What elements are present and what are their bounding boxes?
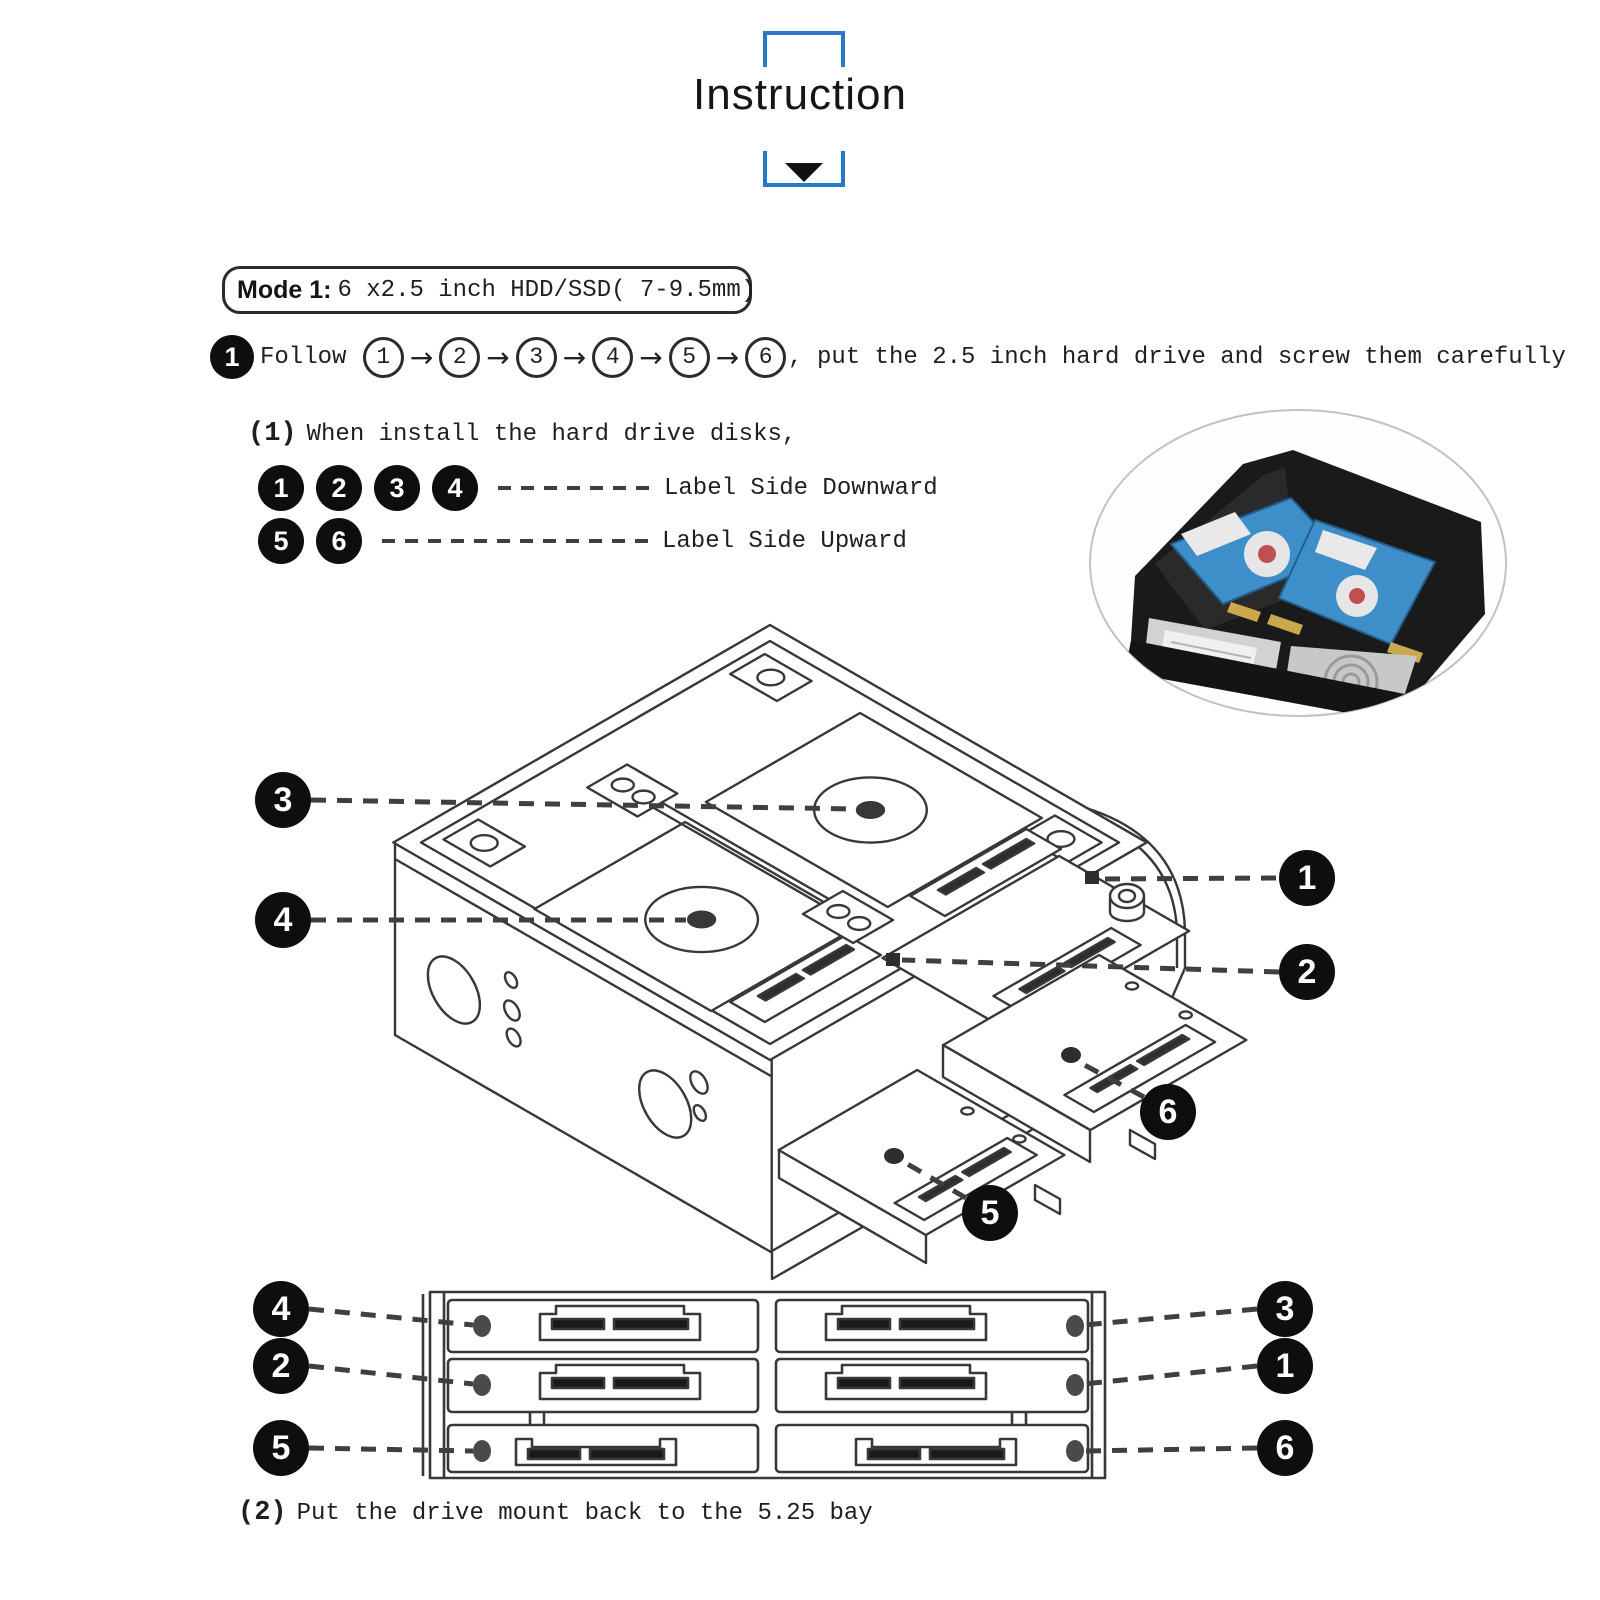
drive-badge: 6 — [316, 518, 362, 564]
down-triangle-icon — [785, 163, 823, 182]
screw-dot-1 — [1085, 871, 1099, 884]
front-view-diagram — [230, 1285, 1400, 1495]
callout-4: 4 — [255, 892, 311, 948]
front-callout-4: 4 — [253, 1281, 309, 1337]
label-side-downward: Label Side Downward — [664, 474, 938, 502]
front-callout-6: 6 — [1257, 1420, 1313, 1476]
seq-circle-2: 2 — [439, 337, 480, 378]
mode-box — [222, 266, 752, 314]
drive-badge: 3 — [374, 465, 420, 511]
seq-circle-6: 6 — [745, 337, 786, 378]
drive-badge: 2 — [316, 465, 362, 511]
leader-dashes — [382, 539, 654, 543]
step-1-lead: Follow — [260, 343, 361, 371]
arrow-icon: → — [409, 340, 434, 374]
label-row-upward — [258, 518, 907, 564]
drive-badge: 5 — [258, 518, 304, 564]
front-callout-3: 3 — [1257, 1281, 1313, 1337]
mode-box-text: 6 x2.5 inch HDD/SSD( 7-9.5mm — [337, 276, 741, 304]
arrow-icon: → — [486, 340, 510, 374]
arrow-icon: → — [715, 340, 740, 374]
arrow-icon: → — [639, 340, 663, 374]
callout-2: 2 — [1279, 944, 1335, 1000]
front-callout-5: 5 — [253, 1420, 309, 1476]
arrow-icon: → — [562, 340, 587, 374]
mode-box-prefix: Mode 1: — [237, 275, 332, 304]
drive-badge: 4 — [432, 465, 478, 511]
title-bracket-bottom-icon — [763, 151, 845, 187]
note-1 — [248, 419, 796, 449]
callout-3: 3 — [255, 772, 311, 828]
screw-dot-6 — [1061, 1047, 1081, 1063]
step-1-badge: 1 — [210, 335, 254, 379]
seq-circle-5: 5 — [669, 337, 710, 378]
label-side-upward: Label Side Upward — [662, 527, 907, 555]
title-bracket-top-icon — [763, 31, 845, 67]
mode-box-paren: ) — [741, 276, 757, 305]
front-callout-2: 2 — [253, 1338, 309, 1394]
screw-dot-2 — [886, 953, 900, 966]
note-2 — [238, 1498, 873, 1528]
thumbscrew — [1110, 884, 1144, 921]
page-title: Instruction — [693, 70, 907, 119]
leader-dashes — [498, 486, 656, 490]
note-2-prefix: (2) — [238, 1498, 287, 1528]
callout-6: 6 — [1140, 1084, 1196, 1140]
label-row-downward — [258, 465, 938, 511]
note-2-text: Put the drive mount back to the 5.25 bay — [296, 1500, 873, 1527]
seq-circle-4: 4 — [592, 337, 633, 378]
note-1-text: When install the hard drive disks, — [306, 421, 797, 448]
step-1-tail: , put the 2.5 inch hard drive and screw them carefully — [788, 343, 1566, 371]
step-1-line — [210, 333, 1566, 381]
screw-dot-5 — [884, 1148, 904, 1164]
note-1-prefix: (1) — [248, 419, 297, 449]
seq-circle-3: 3 — [516, 337, 557, 378]
drive-badge: 1 — [258, 465, 304, 511]
iso-assembly-diagram — [230, 600, 1400, 1300]
callout-1: 1 — [1279, 850, 1335, 906]
callout-5: 5 — [962, 1185, 1018, 1241]
seq-circle-1: 1 — [363, 337, 404, 378]
front-callout-1: 1 — [1257, 1338, 1313, 1394]
